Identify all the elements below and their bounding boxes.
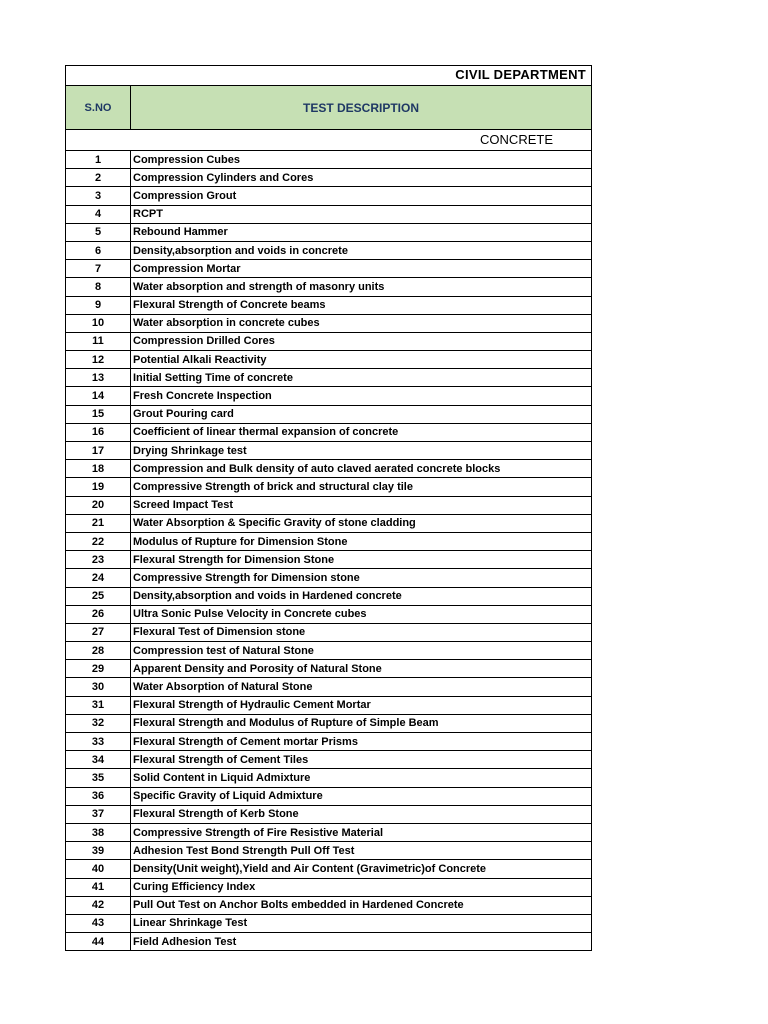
cell-sno: 22 <box>66 533 131 550</box>
cell-sno: 27 <box>66 624 131 641</box>
table-row <box>66 879 591 897</box>
cell-sno: 14 <box>66 387 131 404</box>
table-row <box>66 606 591 624</box>
title-row <box>65 65 592 85</box>
table-row <box>66 333 591 351</box>
cell-sno: 36 <box>66 788 131 805</box>
cell-test-description: Flexural Strength and Modulus of Rupture of Simple Beam <box>133 717 439 730</box>
cell-test-description: Curing Efficiency Index <box>133 881 256 894</box>
table-row <box>66 369 591 387</box>
cell-test-description: Compression Cylinders and Cores <box>133 171 314 184</box>
cell-sno: 23 <box>66 551 131 568</box>
cell-sno: 34 <box>66 751 131 768</box>
cell-sno: 31 <box>66 697 131 714</box>
cell-sno: 10 <box>66 315 131 332</box>
table-row <box>66 260 591 278</box>
cell-sno: 25 <box>66 588 131 605</box>
cell-sno: 2 <box>66 169 131 186</box>
cell-sno: 3 <box>66 187 131 204</box>
cell-test-description: Potential Alkali Reactivity <box>133 353 267 366</box>
cell-sno: 16 <box>66 424 131 441</box>
cell-test-description: Compression Cubes <box>133 153 240 166</box>
table-row <box>66 897 591 915</box>
table-row <box>66 806 591 824</box>
table-row <box>66 224 591 242</box>
cell-test-description: Flexural Strength of Cement Tiles <box>133 753 309 766</box>
cell-test-description: Flexural Strength for Dimension Stone <box>133 553 335 566</box>
table-row <box>66 860 591 878</box>
cell-test-description: Water Absorption & Specific Gravity of stone cladding <box>133 517 416 530</box>
cell-test-description: Flexural Strength of Kerb Stone <box>133 808 299 821</box>
cell-sno: 6 <box>66 242 131 259</box>
cell-test-description: Water absorption and strength of masonry units <box>133 280 385 293</box>
cell-test-description: Compression and Bulk density of auto claved aerated concrete blocks <box>133 462 501 475</box>
cell-sno: 44 <box>66 933 131 950</box>
table-row <box>66 497 591 515</box>
cell-test-description: Linear Shrinkage Test <box>133 917 248 930</box>
table-row <box>66 351 591 369</box>
cell-test-description: Ultra Sonic Pulse Velocity in Concrete cubes <box>133 608 367 621</box>
cell-sno: 17 <box>66 442 131 459</box>
cell-sno: 38 <box>66 824 131 841</box>
cell-test-description: Flexural Strength of Concrete beams <box>133 299 326 312</box>
table-row <box>66 733 591 751</box>
table-row <box>66 424 591 442</box>
table-row <box>66 824 591 842</box>
table-header <box>65 85 592 130</box>
cell-test-description: Compressive Strength for Dimension stone <box>133 571 360 584</box>
cell-test-description: Water absorption in concrete cubes <box>133 317 320 330</box>
table-row <box>66 460 591 478</box>
department-title: CIVIL DEPARTMENT <box>455 67 586 82</box>
cell-sno: 21 <box>66 515 131 532</box>
table-row <box>66 169 591 187</box>
cell-sno: 29 <box>66 660 131 677</box>
cell-test-description: Flexural Test of Dimension stone <box>133 626 306 639</box>
table-row <box>66 151 591 169</box>
table-row <box>66 478 591 496</box>
cell-test-description: Screed Impact Test <box>133 499 234 512</box>
table-row <box>66 533 591 551</box>
table-row <box>66 387 591 405</box>
table-row <box>66 242 591 260</box>
cell-sno: 41 <box>66 879 131 896</box>
cell-test-description: Adhesion Test Bond Strength Pull Off Test <box>133 844 355 857</box>
cell-sno: 4 <box>66 206 131 223</box>
cell-sno: 37 <box>66 806 131 823</box>
cell-test-description: Compression Mortar <box>133 262 241 275</box>
cell-test-description: Density,absorption and voids in Hardened concrete <box>133 590 402 603</box>
table-row <box>66 697 591 715</box>
cell-sno: 7 <box>66 260 131 277</box>
cell-sno: 28 <box>66 642 131 659</box>
table-row <box>66 678 591 696</box>
cell-sno: 40 <box>66 860 131 877</box>
cell-test-description: Water Absorption of Natural Stone <box>133 681 313 694</box>
table-row <box>66 187 591 205</box>
cell-sno: 9 <box>66 297 131 314</box>
cell-test-description: Compression Grout <box>133 189 237 202</box>
cell-sno: 19 <box>66 478 131 495</box>
cell-sno: 24 <box>66 569 131 586</box>
cell-sno: 1 <box>66 151 131 168</box>
table-row <box>66 933 591 951</box>
cell-sno: 8 <box>66 278 131 295</box>
cell-sno: 5 <box>66 224 131 241</box>
table-row <box>66 588 591 606</box>
cell-test-description: Drying Shrinkage test <box>133 444 247 457</box>
cell-test-description: Modulus of Rupture for Dimension Stone <box>133 535 348 548</box>
cell-sno: 35 <box>66 769 131 786</box>
cell-sno: 30 <box>66 678 131 695</box>
table-row <box>66 297 591 315</box>
table-row <box>66 624 591 642</box>
table-row <box>66 660 591 678</box>
cell-sno: 12 <box>66 351 131 368</box>
table-row <box>66 315 591 333</box>
table-row <box>66 715 591 733</box>
table-row <box>66 915 591 933</box>
cell-test-description: Flexural Strength of Cement mortar Prisms <box>133 735 358 748</box>
cell-test-description: Density,absorption and voids in concrete <box>133 244 348 257</box>
cell-test-description: Rebound Hammer <box>133 226 228 239</box>
cell-sno: 20 <box>66 497 131 514</box>
table-row <box>66 515 591 533</box>
cell-test-description: Compression Drilled Cores <box>133 335 275 348</box>
table-row <box>66 569 591 587</box>
table-row <box>66 442 591 460</box>
cell-test-description: Fresh Concrete Inspection <box>133 390 272 403</box>
table-row <box>66 206 591 224</box>
cell-test-description: Solid Content in Liquid Admixture <box>133 771 311 784</box>
cell-test-description: Coefficient of linear thermal expansion of concrete <box>133 426 399 439</box>
table-row <box>66 278 591 296</box>
cell-test-description: Grout Pouring card <box>133 408 234 421</box>
header-test-description: TEST DESCRIPTION <box>302 100 419 115</box>
cell-test-description: RCPT <box>133 208 163 221</box>
cell-sno: 18 <box>66 460 131 477</box>
cell-sno: 26 <box>66 606 131 623</box>
cell-test-description: Compressive Strength of brick and structural clay tile <box>133 480 413 493</box>
cell-test-description: Pull Out Test on Anchor Bolts embedded in Hardened Concrete <box>133 899 464 912</box>
cell-sno: 43 <box>66 915 131 932</box>
cell-test-description: Density(Unit weight),Yield and Air Content (Gravimetric)of Concrete <box>133 862 487 875</box>
cell-test-description: Compressive Strength of Fire Resistive Material <box>133 826 384 839</box>
cell-test-description: Flexural Strength of Hydraulic Cement Mortar <box>133 699 371 712</box>
table-row <box>66 642 591 660</box>
section-title: CONCRETE <box>480 132 553 147</box>
table-row <box>66 842 591 860</box>
cell-test-description: Initial Setting Time of concrete <box>133 371 293 384</box>
cell-test-description: Specific Gravity of Liquid Admixture <box>133 790 323 803</box>
table-row <box>66 788 591 806</box>
table-row <box>66 769 591 787</box>
cell-sno: 33 <box>66 733 131 750</box>
cell-sno: 42 <box>66 897 131 914</box>
table-body <box>65 151 592 951</box>
cell-test-description: Apparent Density and Porosity of Natural Stone <box>133 662 382 675</box>
cell-sno: 13 <box>66 369 131 386</box>
table-row <box>66 551 591 569</box>
cell-sno: 11 <box>66 333 131 350</box>
cell-test-description: Field Adhesion Test <box>133 935 237 948</box>
cell-sno: 15 <box>66 406 131 423</box>
cell-test-description: Compression test of Natural Stone <box>133 644 314 657</box>
section-row <box>65 130 592 151</box>
table-row <box>66 751 591 769</box>
header-sno: S.NO <box>66 86 131 129</box>
table-row <box>66 406 591 424</box>
test-list-sheet <box>65 65 592 951</box>
cell-sno: 32 <box>66 715 131 732</box>
cell-sno: 39 <box>66 842 131 859</box>
